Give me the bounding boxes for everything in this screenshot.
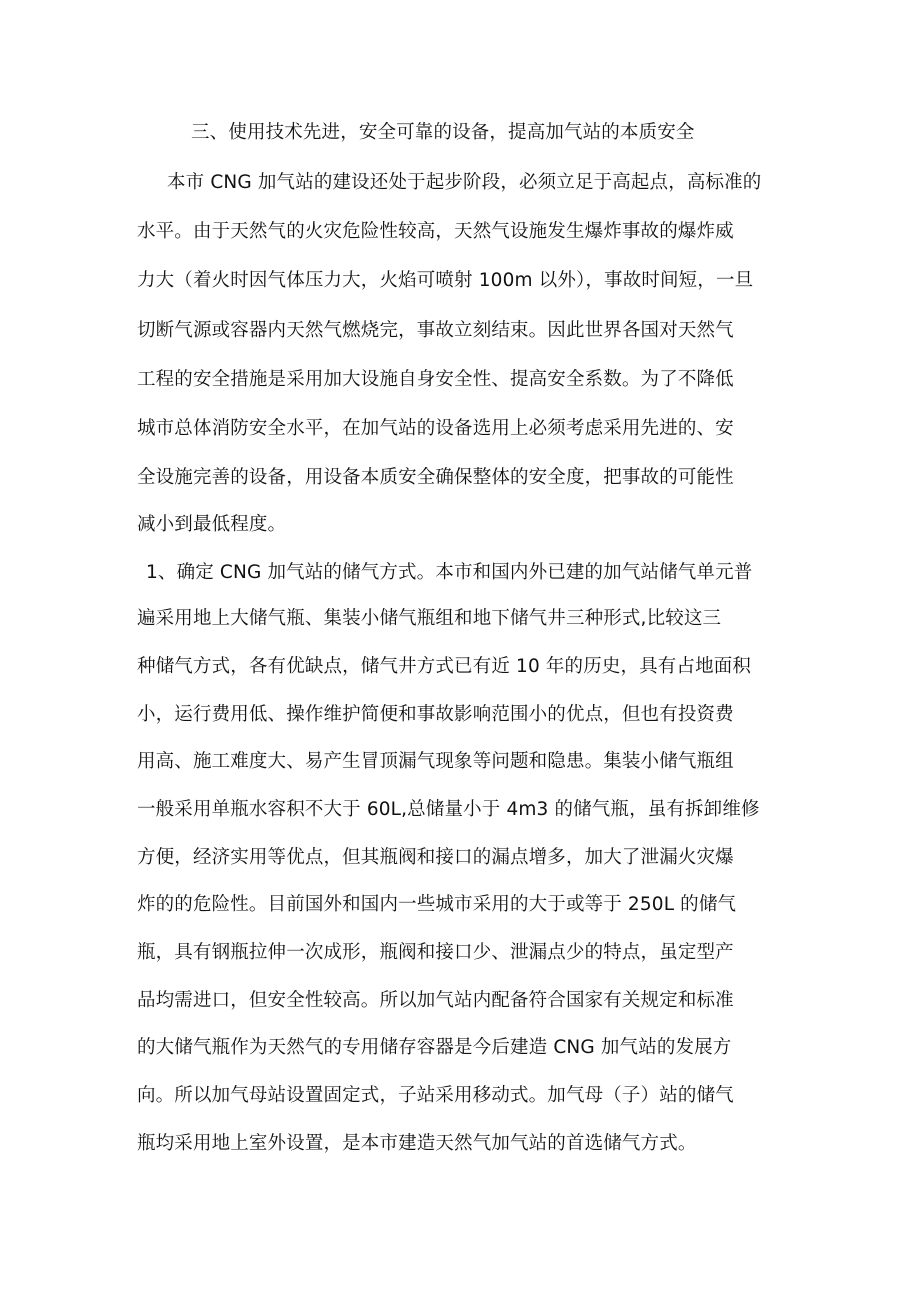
paragraph-line: 向。所以加气母站设置固定式，子站采用移动式。加气母（子）站的储气 [137,1085,734,1106]
paragraph-line: 小，运行费用低、操作维护简便和事故影响范围小的优点，但也有投资费 [137,704,734,725]
paragraph-line: 方便，经济实用等优点，但其瓶阀和接口的漏点增多，加大了泄漏火灾爆 [137,847,734,868]
paragraph-line: 瓶，具有钢瓶拉伸一次成形，瓶阀和接口少、泄漏点少的特点，虽定型产 [137,942,734,963]
paragraph-line: 用高、施工难度大、易产生冒顶漏气现象等问题和隐患。集装小储气瓶组 [137,751,734,772]
paragraph-line: 品均需进口，但安全性较高。所以加气站内配备符合国家有关规定和标准 [137,990,734,1011]
paragraph-line: 遍采用地上大储气瓶、集装小储气瓶组和地下储气井三种形式,比较这三 [137,608,722,629]
paragraph-line: 工程的安全措施是采用加大设施自身安全性、提高安全系数。为了不降低 [137,369,734,390]
paragraph-line: 种储气方式，各有优缺点，储气井方式已有近 10 年的历史，具有占地面积 [137,656,752,677]
section-heading: 三、使用技术先进，安全可靠的设备，提高加气站的本质安全 [191,122,695,143]
paragraph-line: 炸的的危险性。目前国外和国内一些城市采用的大于或等于 250L 的储气 [137,894,737,915]
paragraph-line: 城市总体消防安全水平，在加气站的设备选用上必须考虑采用先进的、安 [137,418,734,439]
paragraph-line: 一般采用单瓶水容积不大于 60L,总储量小于 4m3 的储气瓶，虽有拆卸维修 [137,799,760,820]
paragraph-line: 全设施完善的设备，用设备本质安全确保整体的安全度，把事故的可能性 [137,467,734,488]
paragraph-line: 力大（着火时因气体压力大，火焰可喷射 100m 以外），事故时间短，一旦 [137,270,754,291]
paragraph-line: 减小到最低程度。 [137,514,287,535]
paragraph-line: 的大储气瓶作为天然气的专用储存容器是今后建造 CNG 加气站的发展方 [137,1037,732,1058]
paragraph-line: 瓶均采用地上室外设置，是本市建造天然气加气站的首选储气方式。 [137,1133,697,1154]
paragraph-line: 本市 CNG 加气站的建设还处于起步阶段，必须立足于高起点，高标准的 [167,172,762,193]
paragraph-line: 切断气源或容器内天然气燃烧完，事故立刻结束。因此世界各国对天然气 [137,320,734,341]
paragraph-line: 水平。由于天然气的火灾危险性较高，天然气设施发生爆炸事故的爆炸威 [137,221,734,242]
paragraph-line: 1、确定 CNG 加气站的储气方式。本市和国内外已建的加气站储气单元普 [146,562,753,583]
